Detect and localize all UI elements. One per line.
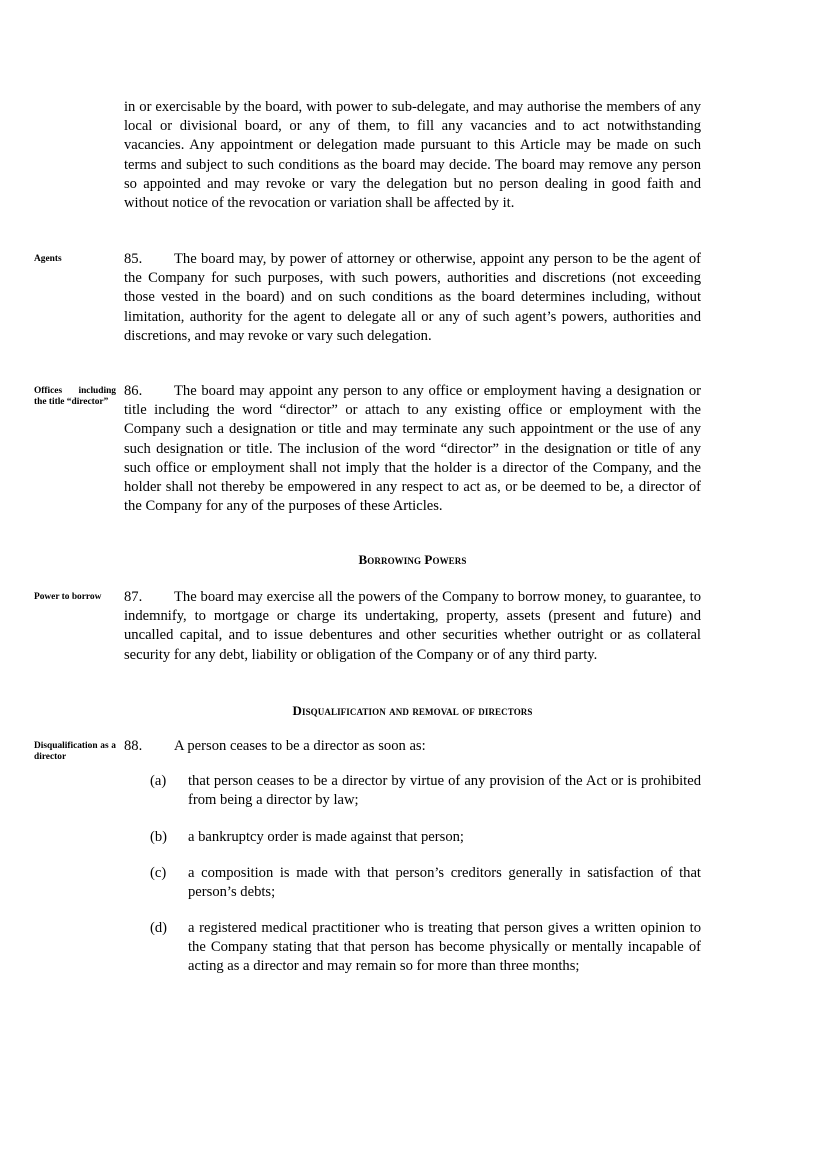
item-letter: (d): [150, 920, 168, 936]
margin-note-disqualification: Disqualification as a director: [34, 741, 116, 762]
article-86: [124, 382, 701, 516]
item-letter: (c): [150, 865, 167, 881]
margin-note-offices: Offices including the title “director”: [34, 386, 116, 407]
margin-note-agents: Agents: [34, 254, 62, 264]
article-number: 85.: [124, 251, 143, 267]
list-item: [150, 864, 701, 902]
article-85: [124, 250, 701, 346]
article-text: The board may exercise all the powers of the Company to borrow money, to guarantee, to indemnify, to mortgage or charge its undertaking, property, assets (present and future) and uncalled capital, and to issue debentures and other securities whether outright or as collateral security for any debt, liability or obligation of the Company or of any third party.: [124, 589, 701, 663]
article-87: [124, 588, 701, 665]
article-text: A person ceases to be a director as soon as:: [174, 738, 426, 754]
margin-note-power-to-borrow: Power to borrow: [34, 592, 102, 602]
article-text: The board may, by power of attorney or otherwise, appoint any person to be the agent of the Company for such purposes, with such powers, authorities and discretions (not exceeding those vested in the board) and on such conditions as the board determines including, without limitation, authority for the agent to delegate all or any of such agent’s powers, authorities and discretions, and may revoke or vary such delegation.: [124, 251, 701, 344]
article-number: 88.: [124, 738, 143, 754]
item-text: that person ceases to be a director by virtue of any provision of the Act or is prohibited from being a director by law;: [188, 773, 701, 809]
continuation-paragraph: in or exercisable by the board, with power to sub-delegate, and may authorise the members of any local or divisional board, or any of them, to fill any vacancies and to act notwithstanding vacancies. Any appointment or delegation made pursuant to this Article may be made on such terms and subject to such conditions as the board may decide. The board may remove any person so appointed and may revoke or vary the delegation but no person dealing in good faith and without notice of the revocation or variation shall be affected by it.: [124, 99, 701, 212]
article-text: The board may appoint any person to any office or employment having a designation or title including the word “director” or attach to any existing office or employment with the Company such a designation or title and may terminate any such appointment or the use of any such designation or title. The inclusion of the word “director” in the designation or title of any such office or employment shall not imply that the holder is a director of the Company, and the holder shall not thereby be empowered in any respect to act as, or be deemed to be, a director of the Company for any of the purposes of these Articles.: [124, 383, 701, 515]
article-number: 87.: [124, 589, 143, 605]
item-text: a bankruptcy order is made against that person;: [188, 829, 464, 845]
item-letter: (b): [150, 829, 168, 845]
heading-borrowing-powers: Borrowing Powers: [358, 552, 467, 567]
list-item: [150, 828, 701, 847]
list-item: [150, 772, 701, 810]
item-text: a composition is made with that person’s creditors generally in satisfaction of that person’s debts;: [188, 865, 701, 901]
article-number: 86.: [124, 383, 143, 399]
article-88: [124, 737, 701, 756]
item-letter: (a): [150, 773, 167, 789]
list-item: [150, 919, 701, 977]
heading-disqualification: Disqualification and removal of directors: [292, 703, 533, 718]
item-text: a registered medical practitioner who is treating that person gives a written opinion to the Company stating that that person has become physically or mentally incapable of acting as a director and may remain so for more than three months;: [188, 920, 701, 975]
